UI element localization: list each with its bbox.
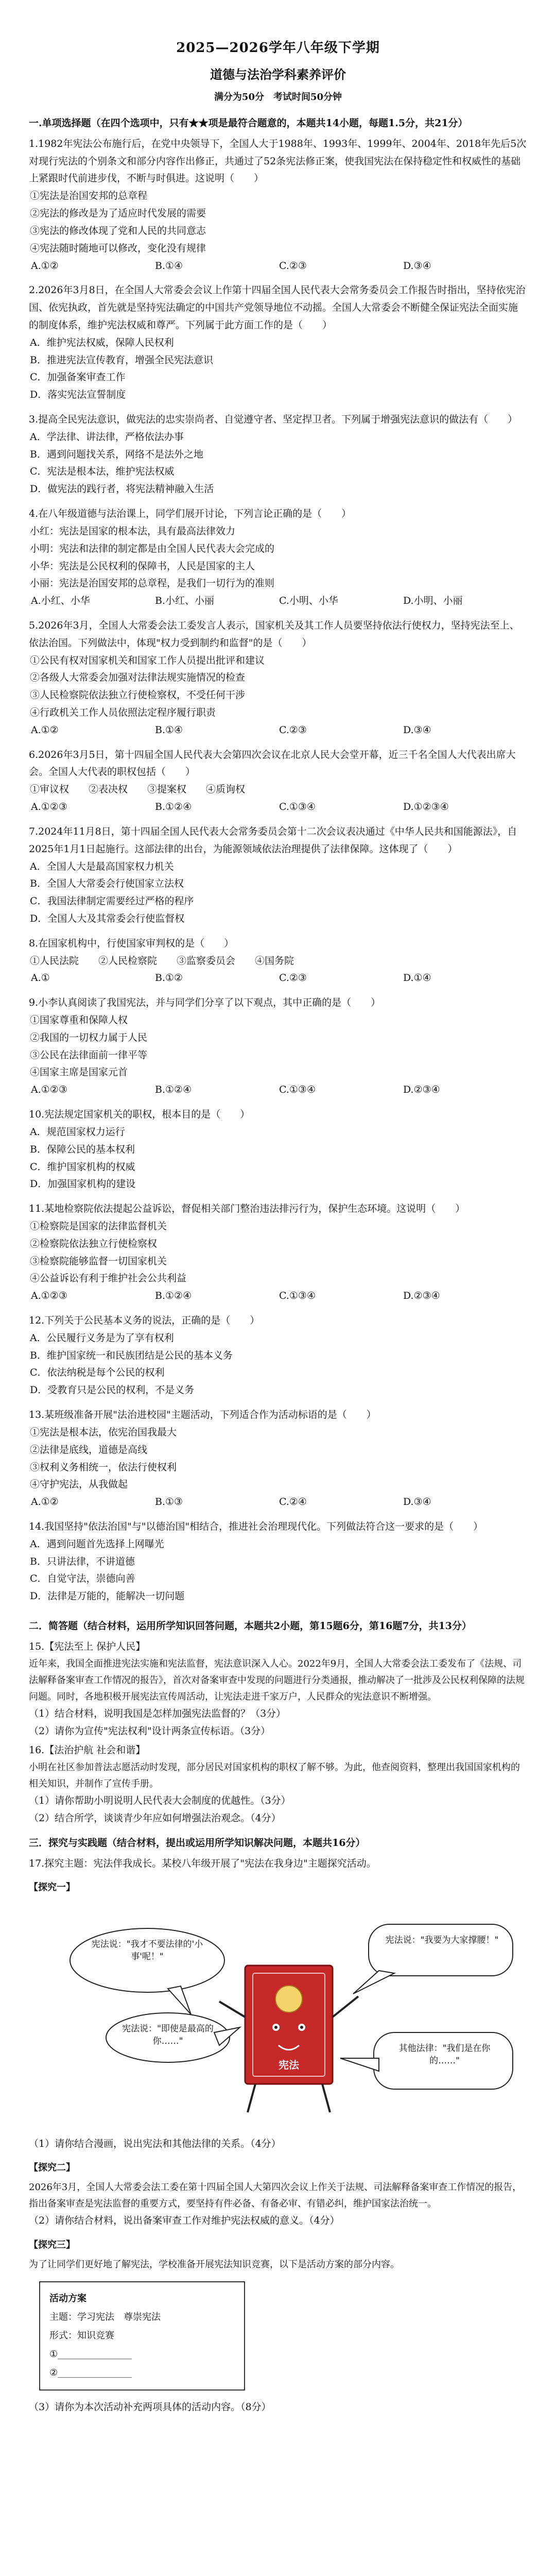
probe-2-task: （2）请你结合材料，说出备案审查工作对维护宪法权威的意义。（4分） xyxy=(29,2215,340,2227)
question-item: ④国家主席是国家元首 xyxy=(30,1066,128,1078)
question-items xyxy=(29,858,527,928)
question-item: A．公民履行义务是为了享有权利 xyxy=(30,1332,174,1344)
activity-plan-line: ②________________ xyxy=(49,2367,132,2379)
question-item: A．学法律、讲法律，严格依法办事 xyxy=(30,431,184,443)
activity-plan-title: 活动方案 xyxy=(49,2293,86,2304)
question-16-task-2: （2）结合所学，谈谈青少年应如何增强法治观念。（4分） xyxy=(29,1812,281,1824)
answer-option[interactable]: D.③④ xyxy=(403,260,431,272)
answer-option[interactable]: A.小红、小华 xyxy=(31,595,90,607)
question-item: ④守护宪法，从我做起 xyxy=(30,1479,128,1490)
section-3-heading: 三．探究与实践题（结合材料，提出或运用所学知识解决问题，本题共16分） xyxy=(29,1837,366,1849)
probe-3-material: 为了让同学们更好地了解宪法，学校准备开展宪法知识竞赛，以下是活动方案的部分内容。 xyxy=(29,2259,399,2270)
question-item: ①宪法是根本法，依宪治国我最大 xyxy=(30,1426,177,1438)
question-item: C．维护国家机构的权威 xyxy=(30,1161,135,1173)
answer-option[interactable]: A.①② xyxy=(31,1496,59,1508)
answer-option[interactable]: D.③④ xyxy=(403,1496,431,1508)
answer-option[interactable]: B.①②④ xyxy=(155,1084,192,1096)
question-item: D．做宪法的践行者，将宪法精神融入生活 xyxy=(30,483,214,495)
answer-option[interactable]: B.①③ xyxy=(155,1496,183,1508)
question-13 xyxy=(29,1406,527,1511)
question-item: ①公民有权对国家机关和国家工作人员提出批评和建议 xyxy=(30,654,265,666)
question-17 xyxy=(29,1855,527,2416)
question-item: D．加强国家机构的建设 xyxy=(30,1178,136,1190)
answer-options xyxy=(29,1081,527,1099)
question-items xyxy=(29,652,527,722)
question-item: A．规范国家权力运行 xyxy=(30,1126,125,1138)
answer-option[interactable]: B.①②④ xyxy=(155,801,192,813)
answer-option[interactable]: B.①④ xyxy=(155,260,183,272)
question-item: ③检察院能够监督一切国家机关 xyxy=(30,1255,167,1267)
question-16-material: 小明在社区参加普法志愿活动时发现，部分居民对国家机构的职权了解不够。为此，他查阅资料，整理出我国国家机构的相关知识，并制作了宣传手册。 xyxy=(29,1762,520,1790)
activity-plan-line: 形式：知识竞赛 xyxy=(49,2330,114,2342)
question-item: ③公民在法律面前一律平等 xyxy=(30,1049,148,1061)
question-item: C．宪法是根本法，维护宪法权威 xyxy=(30,466,175,478)
question-15-title: 15.【宪法至上 保护人民】 xyxy=(29,1640,146,1652)
question-16-task-1: （1）请你帮助小明说明人民代表大会制度的优越性。（3分） xyxy=(29,1795,291,1807)
answer-option[interactable]: D.③④ xyxy=(403,724,431,736)
question-item: A．全国人大是最高国家权力机关 xyxy=(30,860,174,872)
comic-illustration xyxy=(49,1904,523,2125)
probe-3-label: 【探究三】 xyxy=(29,2240,75,2251)
question-spacer xyxy=(29,404,527,409)
question-item: ①检察院是国家的法律监督机关 xyxy=(30,1220,167,1232)
question-item: C．自觉守法，崇德向善 xyxy=(30,1573,135,1585)
question-item: B．全国人大常委会行使国家立法权 xyxy=(30,878,184,890)
question-item: A．遇到问题首先选择上网曝光 xyxy=(30,1538,164,1550)
question-items xyxy=(29,429,527,498)
question-4 xyxy=(29,505,527,610)
question-stem: 13.某班级准备开展"法治进校园"主题活动，下列适合作为活动标语的是（ ） xyxy=(29,1409,376,1421)
answer-option[interactable]: A.① xyxy=(31,972,50,984)
probe-1-task: （1）请你结合漫画，说出宪法和其他法律的关系。（4分） xyxy=(29,2138,281,2149)
answer-options xyxy=(29,799,527,816)
page-subtitle: 道德与法治学科素养评价 xyxy=(210,67,346,82)
question-stem: 5.2026年3月，全国人大常委会法工委发言人表示，国家机关及其工作人员要坚持依法行使权力，坚持宪法至上、依法治国。下列做法中，体现"权力受到制约和监督"的是（ ） xyxy=(29,619,519,649)
speech-bubble-right-top-text: 宪法说："我要为大家撑腰！" xyxy=(385,1935,499,1945)
question-item: ①人民法院 ②人民检察院 ③监察委员会 ④国务院 xyxy=(30,955,294,967)
question-item: B．保障公民的基本权利 xyxy=(30,1143,135,1155)
question-items xyxy=(29,1536,527,1605)
question-stem: 14.我国坚持"依法治国"与"以德治国"相结合，推进社会治理现代化。下列做法符合这一要求的是（ ） xyxy=(29,1520,483,1532)
question-item: ①国家尊重和保障人权 xyxy=(30,1014,128,1026)
question-item: 小红：宪法是国家的根本法，具有最高法律效力 xyxy=(30,525,236,537)
question-3 xyxy=(29,411,527,503)
answer-option[interactable]: A.①② xyxy=(31,260,59,272)
question-items xyxy=(29,1424,527,1494)
question-item: ①宪法是治国安邦的总章程 xyxy=(30,190,148,202)
answer-options xyxy=(29,970,527,987)
probe-2-material: 2026年3月，全国人大常委会法工委在第十四届全国人大第四次会议上作关于法规、司法解释备案审查工作情况的报告，指出备案审查是宪法监督的重要方式，要坚持有件必备、有备必审、有错必纠，维护国家法治统一。 xyxy=(29,2182,522,2210)
section-1-heading: 一.单项选择题（在四个选项中，只有★★项是最符合题意的，本题共14小题，每题1.5分，共21分） xyxy=(29,117,468,129)
speech-bubble-right-bottom-text: 其他法律："我们是在你的……" xyxy=(398,2043,491,2066)
probe-1-label: 【探究一】 xyxy=(29,1882,75,1893)
answer-option[interactable]: C.②③ xyxy=(279,724,307,736)
question-item: B．只讲法律，不讲道德 xyxy=(30,1555,135,1567)
answer-option[interactable]: A.①② xyxy=(31,724,59,736)
answer-option[interactable]: C.①③④ xyxy=(279,1084,316,1096)
question-item: ②各级人大常委会加强对法律法规实施情况的检查 xyxy=(30,672,246,684)
answer-option[interactable]: C.小明、小华 xyxy=(279,595,338,607)
question-item: C．我国法律制定需要经过严格的程序 xyxy=(30,895,194,907)
question-stem: 3.提高全民宪法意识，做宪法的忠实崇尚者、自觉遵守者、坚定捍卫者。下列属于增强宪法意识的做法有（ ） xyxy=(29,414,518,426)
question-item: ④行政机关工作人员依照法定程序履行职责 xyxy=(30,707,216,719)
question-stem: 9.小李认真阅读了我国宪法，并与同学们分享了以下观点，其中正确的是（ ） xyxy=(29,997,381,1009)
answer-option[interactable]: D.②③④ xyxy=(403,1084,440,1096)
question-12 xyxy=(29,1312,527,1404)
question-17-stem: 17.探究主题：宪法伴我成长。某校八年级开展了"宪法在我身边"主题探究活动。 xyxy=(29,1857,376,1869)
page-title: 2025—2026学年八年级下学期 xyxy=(176,40,380,56)
question-stem: 1.1982年宪法公布施行后，在党中央领导下，全国人大于1988年、1993年、1999年、2004年、2018年先后5次对现行宪法的个别条文和部分内容作出修正，共通过了52条宪法修正案，使我国宪法在保持稳定性和权威性的基础上紧跟时代前进步伐，不断与时俱进。这说明（ ） xyxy=(29,138,527,184)
answer-options xyxy=(29,1287,527,1305)
answer-option[interactable]: C.②③ xyxy=(279,260,307,272)
answer-options xyxy=(29,592,527,610)
answer-option[interactable]: A.①②③ xyxy=(31,801,67,813)
question-stem: 11.某地检察院依法提起公益诉讼，督促相关部门整治违法排污行为，保护生态环境。这说明（ ） xyxy=(29,1203,465,1215)
question-stem: 8.在国家机构中，行使国家审判权的是（ ） xyxy=(29,937,234,949)
constitution-book-icon xyxy=(219,1965,358,2112)
question-items xyxy=(29,334,527,404)
answer-option[interactable]: D.②③④ xyxy=(403,1290,440,1302)
book-label: 宪法 xyxy=(279,2058,299,2071)
section-2-heading: 二．简答题（结合材料，运用所学知识回答问题，本题共2小题，第15题6分，第16题7分，共13分） xyxy=(29,1620,472,1632)
question-15 xyxy=(29,1638,527,1740)
question-item: ②检察院依法独立行使检察权 xyxy=(30,1238,158,1249)
score-line: 满分为50分 考试时间50分钟 xyxy=(214,91,342,103)
question-10 xyxy=(29,1106,527,1198)
question-item: A．维护宪法权威，保障人民权利 xyxy=(30,336,174,348)
answer-option[interactable]: A.①②③ xyxy=(31,1290,67,1302)
question-items xyxy=(29,188,527,257)
activity-plan-line: 主题：学习宪法 尊崇宪法 xyxy=(49,2312,161,2323)
answer-options xyxy=(29,1494,527,1511)
question-stem: 4.在八年级道德与法治课上，同学们展开讨论，下列言论正确的是（ ） xyxy=(29,508,352,520)
speech-bubble-middle-text: 宪法说："即使是最高的你……" xyxy=(122,2023,214,2046)
question-items xyxy=(29,1218,527,1287)
answer-option[interactable]: B.小红、小丽 xyxy=(155,595,215,607)
question-15-task-1: （1）结合材料，说明我国是怎样加强宪法监督的？（3分） xyxy=(29,1707,286,1719)
question-stem: 7.2024年11月8日，第十四届全国人民代表大会常务委员会第十二次会议表决通过《中华人民共和国能源法》，自2025年1月1日起施行。这部法律的出台，为能源领域依法治理提供了法律保障。这体现了（ ） xyxy=(29,825,517,855)
probe-3-task: （3）请你为本次活动补充两项具体的活动内容。（8分） xyxy=(29,2401,271,2413)
answer-option[interactable]: D.①②③④ xyxy=(403,801,449,813)
question-item: ②法律是底线，道德是高线 xyxy=(30,1444,148,1455)
question-item: ④宪法随时随地可以修改，变化没有规律 xyxy=(30,242,206,254)
question-item: 小丽：宪法是治国安邦的总章程，是我们一切行为的准则 xyxy=(30,578,275,589)
question-item: 小明：宪法和法律的制定都是由全国人民代表大会完成的 xyxy=(30,543,275,554)
answer-option[interactable]: B.①②④ xyxy=(155,1290,192,1302)
question-item: ①审议权 ②表决权 ③提案权 ④质询权 xyxy=(30,784,246,795)
answer-options xyxy=(29,258,527,275)
question-item: B．推进宪法宣传教育，增强全民宪法意识 xyxy=(30,354,213,366)
question-15-material: 近年来，我国全面推进宪法实施和宪法监督，宪法意识深入人心。2022年9月，全国人大常委会法工委发布了《法规、司法解释备案审查工作情况的报告》，首次对备案审查中发现的问题进行分类通报，推动解决了一批涉及公民权利保障的法规问题。同时，各地积极开展宪法宣传周活动，让宪法走进千家万户，人民群众的宪法意识不断增强。 xyxy=(29,1658,525,1702)
answer-option[interactable]: D.①④ xyxy=(403,972,431,984)
question-item: C．依法纳税是每个公民的权利 xyxy=(30,1367,165,1379)
question-7 xyxy=(29,823,527,933)
question-15-task-2: （2）请你为宣传"宪法权利"设计两条宣传标语。（3分） xyxy=(29,1725,271,1737)
answer-option[interactable]: C.②③ xyxy=(279,972,307,984)
answer-option[interactable]: C.①③④ xyxy=(279,1290,316,1302)
question-items xyxy=(29,1012,527,1081)
question-spacer xyxy=(29,498,527,503)
answer-option[interactable]: C.①③④ xyxy=(279,801,316,813)
question-item: ②我国的一切权力属于人民 xyxy=(30,1031,148,1043)
question-stem: 6.2026年3月5日，第十四届全国人民代表大会第四次会议在北京人民大会堂开幕，近三千名全国人大代表出席大会。全国人大代表的职权包括（ ） xyxy=(29,749,516,778)
question-spacer xyxy=(29,928,527,933)
constitution-comic xyxy=(49,1904,523,2125)
question-6 xyxy=(29,747,527,816)
probe-2-label: 【探究二】 xyxy=(29,2162,75,2174)
question-item: C．加强备案审查工作 xyxy=(30,371,126,383)
question-9 xyxy=(29,994,527,1099)
question-item: ③宪法的修改体现了党和人民的共同意志 xyxy=(30,225,206,236)
answer-option[interactable]: B.①② xyxy=(155,972,183,984)
speech-bubble-left-text: 宪法说："我才不要法律的'小事'呢！" xyxy=(91,1939,203,1962)
question-item: B．遇到问题找关系，网络不是法外之地 xyxy=(30,448,203,460)
question-items xyxy=(29,953,527,970)
question-item: D．落实宪法宣誓制度 xyxy=(30,389,126,401)
question-stem: 2.2026年3月8日，在全国人大常委会会议上作第十四届全国人民代表大会常务委员会工作报告时指出，坚持依宪治国、依宪执政，首先就是坚持宪法确定的中国共产党领导地位不动摇。全国人大常委会不断健全保证宪法全面实施的制度体系，维护宪法权威和尊严。下列属于此方面工作的是（ ） xyxy=(29,284,526,331)
question-item: D．受教育只是公民的权利，不是义务 xyxy=(30,1384,195,1396)
question-spacer xyxy=(29,1193,527,1198)
answer-option[interactable]: D.小明、小丽 xyxy=(403,595,463,607)
answer-option[interactable]: B.①④ xyxy=(155,724,183,736)
question-14 xyxy=(29,1518,527,1611)
question-stem: 12.下列关于公民基本义务的说法，正确的是（ ） xyxy=(29,1315,260,1327)
question-item: 小华：宪法是公民权利的保障书，人民是国家的主人 xyxy=(30,560,255,572)
question-item: D．全国人大及其常委会行使监督权 xyxy=(30,912,185,924)
question-item: B．维护国家统一和民族团结是公民的基本义务 xyxy=(30,1349,233,1361)
question-8 xyxy=(29,935,527,987)
question-16-title: 16.【法治护航 社会和谐】 xyxy=(29,1744,146,1756)
question-11 xyxy=(29,1200,527,1305)
activity-plan-line: ①________________ xyxy=(49,2349,132,2360)
question-items xyxy=(29,1124,527,1193)
question-items xyxy=(29,523,527,592)
question-item: ③人民检察院依法独立行使检察权，不受任何干涉 xyxy=(30,689,246,701)
question-items xyxy=(29,781,527,799)
question-item: ②宪法的修改是为了适应时代发展的需要 xyxy=(30,208,206,219)
question-stem: 10.宪法规定国家机关的职权，根本目的是（ ） xyxy=(29,1109,250,1121)
question-item: ④公益诉讼有利于维护社会公共利益 xyxy=(30,1273,187,1284)
question-spacer xyxy=(29,1399,527,1404)
answer-option[interactable]: C.②④ xyxy=(279,1496,307,1508)
question-1 xyxy=(29,135,527,275)
question-16 xyxy=(29,1742,527,1827)
question-5 xyxy=(29,617,527,739)
question-items xyxy=(29,1330,527,1399)
activity-plan-card xyxy=(39,2281,245,2391)
question-item: D．法律是万能的，能解决一切问题 xyxy=(30,1590,185,1602)
answer-options xyxy=(29,722,527,739)
question-2 xyxy=(29,282,527,409)
question-item: ③权利义务相统一，依法行使权利 xyxy=(30,1461,177,1473)
question-list xyxy=(29,135,527,1611)
answer-option[interactable]: A.①②③ xyxy=(31,1084,67,1096)
question-spacer xyxy=(29,1605,527,1611)
